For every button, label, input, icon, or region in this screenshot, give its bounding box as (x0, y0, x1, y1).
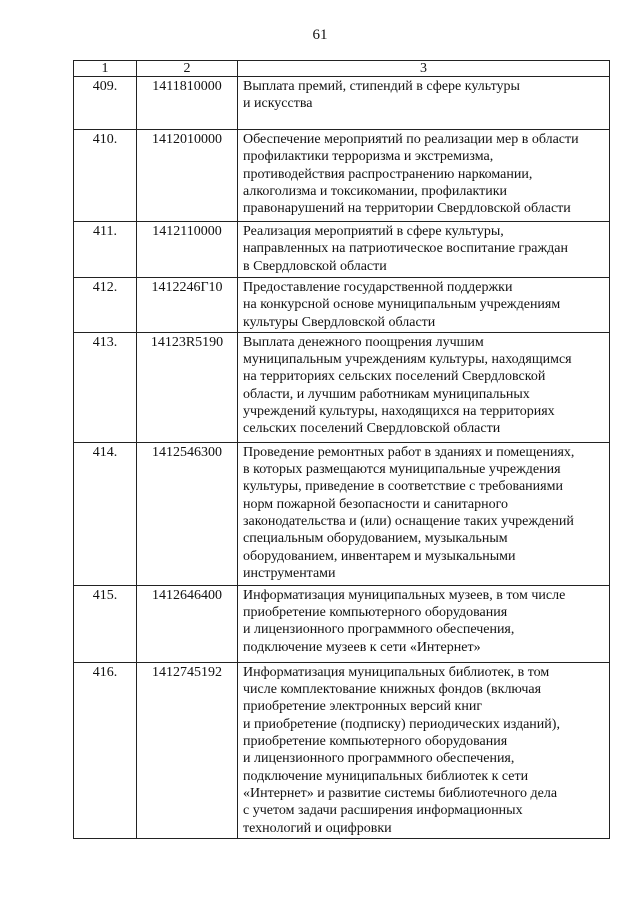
page-number: 61 (312, 27, 328, 43)
row-description: Выплата премий, стипендий в сфере культуры и искусства (238, 77, 610, 130)
row-description: Проведение ремонтных работ в зданиях и помещениях, в которых размещаются муниципальные учреждения культуры, приведение в соответствие с требованиями норм пожарной безопасности и санитарного законодательства и (или) оснащение таких учреждений специальным оборудованием, музыкальным оборудованием, инвентарем и музыкальными инструментами (238, 442, 610, 585)
row-description: Предоставление государственной поддержки на конкурсной основе муниципальным учреждениям культуры Свердловской области (238, 278, 610, 333)
row-number: 415. (74, 585, 137, 662)
row-code: 14123R5190 (137, 332, 238, 442)
row-code: 1412010000 (137, 130, 238, 222)
row-code: 1411810000 (137, 77, 238, 130)
table-row (74, 585, 610, 662)
row-number: 410. (74, 130, 137, 222)
row-number: 412. (74, 278, 137, 333)
row-description: Информатизация муниципальных музеев, в том числе приобретение компьютерного оборудования и лицензионного программного обеспечения, подключение музеев к сети «Интернет» (238, 585, 610, 662)
row-description: Реализация мероприятий в сфере культуры, направленных на патриотическое воспитание граждан в Свердловской области (238, 222, 610, 278)
table-row (74, 442, 610, 585)
table-row (74, 77, 610, 130)
row-description: Выплата денежного поощрения лучшим муниципальным учреждениям культуры, находящимся на территориях сельских поселений Свердловской области, и лучшим работникам муниципальных учреждений культуры, находящихся на территориях сельских поселений Свердловской области (238, 332, 610, 442)
row-number: 416. (74, 662, 137, 838)
row-code: 1412110000 (137, 222, 238, 278)
column-header-code: 2 (137, 61, 238, 77)
table-row (74, 662, 610, 838)
row-description: Информатизация муниципальных библиотек, в том числе комплектование книжных фондов (включая приобретение электронных версий книг и приобретение (подписку) периодических изданий), приобретение компьютерного оборудования и лицензионного программного обеспечения, подключение муниципальных библиотек к сети «Интернет» и развитие системы библиотечного дела с учетом задачи расширения информационных технологий и оцифровки (238, 662, 610, 838)
row-code: 1412546300 (137, 442, 238, 585)
row-number: 411. (74, 222, 137, 278)
row-number: 409. (74, 77, 137, 130)
row-number: 413. (74, 332, 137, 442)
table-row (74, 222, 610, 278)
row-code: 1412646400 (137, 585, 238, 662)
table-row (74, 278, 610, 333)
row-code: 1412246Г10 (137, 278, 238, 333)
table-row (74, 130, 610, 222)
column-header-number: 1 (74, 61, 137, 77)
column-header-description: 3 (238, 61, 610, 77)
row-description: Обеспечение мероприятий по реализации мер в области профилактики терроризма и экстремизма, противодействия распространению наркомании, алкоголизма и токсикомании, профилактики правонарушений на территории Свердловской области (238, 130, 610, 222)
row-number: 414. (74, 442, 137, 585)
table-row (74, 332, 610, 442)
budget-codes-table (73, 60, 610, 839)
table-header-row (74, 61, 610, 77)
row-code: 1412745192 (137, 662, 238, 838)
